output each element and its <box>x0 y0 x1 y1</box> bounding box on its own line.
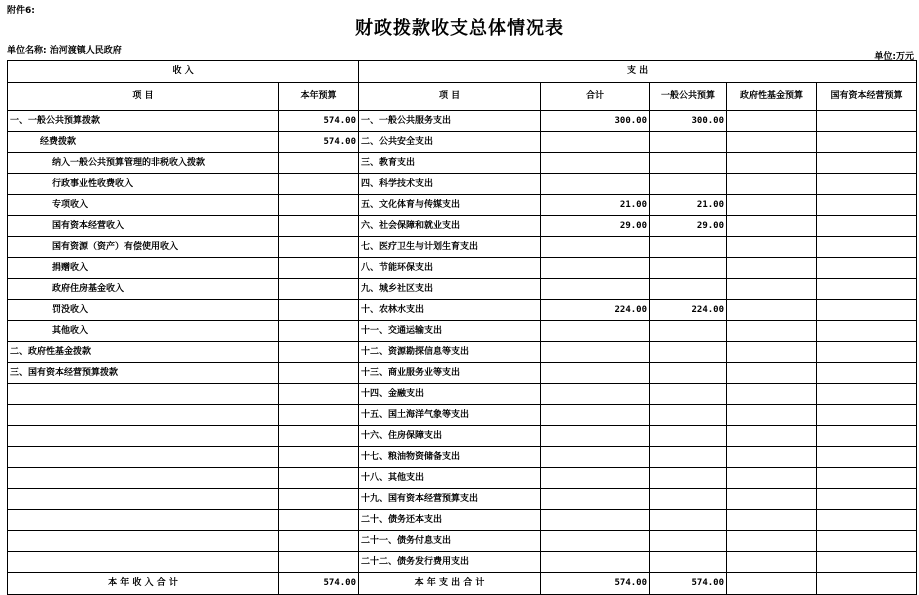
expense-fund <box>727 111 817 132</box>
expense-general <box>650 363 727 384</box>
expense-total: 224.00 <box>541 300 650 321</box>
income-budget <box>279 489 359 510</box>
expense-fund <box>727 426 817 447</box>
income-item <box>8 405 279 426</box>
expense-item: 十二、资源勘探信息等支出 <box>359 342 541 363</box>
expense-fund <box>727 531 817 552</box>
expense-general <box>650 489 727 510</box>
unit-name: 单位名称: 治河渡镇人民政府 <box>7 46 122 56</box>
income-item: 罚没收入 <box>8 300 279 321</box>
income-item: 经费拨款 <box>8 132 279 153</box>
expense-item: 四、科学技术支出 <box>359 174 541 195</box>
table-row <box>8 216 917 237</box>
expense-state <box>817 216 917 237</box>
expense-item: 五、文化体育与传媒支出 <box>359 195 541 216</box>
expense-total <box>541 363 650 384</box>
attachment-label: 附件6: <box>7 6 35 16</box>
expense-general <box>650 426 727 447</box>
expense-fund <box>727 384 817 405</box>
expense-fund <box>727 489 817 510</box>
expense-total <box>541 342 650 363</box>
table-row <box>8 405 917 426</box>
income-budget <box>279 237 359 258</box>
expense-state <box>817 153 917 174</box>
expense-item: 十、农林水支出 <box>359 300 541 321</box>
expense-total <box>541 489 650 510</box>
table-row <box>8 195 917 216</box>
expense-item: 二十一、债务付息支出 <box>359 531 541 552</box>
expense-total <box>541 237 650 258</box>
income-budget <box>279 552 359 573</box>
income-budget <box>279 153 359 174</box>
expense-item: 十三、商业服务业等支出 <box>359 363 541 384</box>
table-row <box>8 468 917 489</box>
expense-general <box>650 447 727 468</box>
expense-fund <box>727 279 817 300</box>
expense-total <box>541 552 650 573</box>
table-row <box>8 153 917 174</box>
income-budget <box>279 510 359 531</box>
expense-fund <box>727 468 817 489</box>
expense-general <box>650 132 727 153</box>
expense-item: 一、一般公共服务支出 <box>359 111 541 132</box>
expense-fund <box>727 216 817 237</box>
expense-general <box>650 174 727 195</box>
col-fund: 政府性基金预算 <box>727 83 817 111</box>
expense-total-value: 574.00 <box>541 573 650 595</box>
expense-item: 十四、金融支出 <box>359 384 541 405</box>
table-row <box>8 531 917 552</box>
table-row <box>8 426 917 447</box>
table-row <box>8 300 917 321</box>
expense-fund <box>727 510 817 531</box>
expense-general <box>650 153 727 174</box>
table-row <box>8 552 917 573</box>
table-row <box>8 237 917 258</box>
expense-state <box>817 195 917 216</box>
income-item: 国有资源（资产）有偿使用收入 <box>8 237 279 258</box>
expense-general <box>650 384 727 405</box>
expense-state <box>817 384 917 405</box>
expense-fund <box>727 174 817 195</box>
expense-fund <box>727 321 817 342</box>
expense-total <box>541 174 650 195</box>
expense-total <box>541 447 650 468</box>
expense-total <box>541 426 650 447</box>
expense-state <box>817 531 917 552</box>
table-row <box>8 510 917 531</box>
table-row <box>8 384 917 405</box>
expense-state <box>817 258 917 279</box>
income-item: 专项收入 <box>8 195 279 216</box>
income-budget <box>279 195 359 216</box>
header-row-2 <box>8 83 917 111</box>
expense-fund-total <box>727 573 817 595</box>
expense-general <box>650 258 727 279</box>
income-budget <box>279 426 359 447</box>
expense-fund <box>727 195 817 216</box>
income-budget <box>279 468 359 489</box>
col-total: 合计 <box>541 83 650 111</box>
expense-item: 九、城乡社区支出 <box>359 279 541 300</box>
expense-total: 21.00 <box>541 195 650 216</box>
expense-general <box>650 405 727 426</box>
expense-state <box>817 552 917 573</box>
expense-state <box>817 447 917 468</box>
expense-total <box>541 510 650 531</box>
budget-table <box>7 60 917 595</box>
income-item: 一、一般公共预算拨款 <box>8 111 279 132</box>
expense-state <box>817 300 917 321</box>
expense-state <box>817 321 917 342</box>
expense-general: 21.00 <box>650 195 727 216</box>
expense-total <box>541 258 650 279</box>
income-header: 收 入 <box>8 61 359 83</box>
income-item <box>8 447 279 468</box>
expense-general: 300.00 <box>650 111 727 132</box>
table-body <box>8 111 917 573</box>
expense-fund <box>727 300 817 321</box>
expense-total <box>541 405 650 426</box>
income-budget <box>279 531 359 552</box>
expense-item: 六、社会保障和就业支出 <box>359 216 541 237</box>
income-budget <box>279 258 359 279</box>
expense-general <box>650 321 727 342</box>
expense-state <box>817 132 917 153</box>
expense-total: 300.00 <box>541 111 650 132</box>
expense-item: 二十、债务还本支出 <box>359 510 541 531</box>
expense-general <box>650 279 727 300</box>
income-item <box>8 384 279 405</box>
expense-state <box>817 279 917 300</box>
expense-item: 二、公共安全支出 <box>359 132 541 153</box>
table-row <box>8 363 917 384</box>
expense-state <box>817 489 917 510</box>
expense-general <box>650 531 727 552</box>
expense-item: 十九、国有资本经营预算支出 <box>359 489 541 510</box>
expense-item: 七、医疗卫生与计划生育支出 <box>359 237 541 258</box>
expense-general: 29.00 <box>650 216 727 237</box>
expense-general <box>650 468 727 489</box>
header-row-1 <box>8 61 917 83</box>
income-item <box>8 510 279 531</box>
expense-state <box>817 405 917 426</box>
income-item: 二、政府性基金拨款 <box>8 342 279 363</box>
income-budget <box>279 342 359 363</box>
table-row <box>8 174 917 195</box>
table-row <box>8 342 917 363</box>
income-item: 纳入一般公共预算管理的非税收入拨款 <box>8 153 279 174</box>
expense-header: 支 出 <box>359 61 917 83</box>
table-row <box>8 321 917 342</box>
income-total-label: 本 年 收 入 合 计 <box>8 573 279 595</box>
table-row <box>8 447 917 468</box>
income-item <box>8 531 279 552</box>
income-budget <box>279 300 359 321</box>
expense-state-total <box>817 573 917 595</box>
col-item-income: 项 目 <box>8 83 279 111</box>
expense-fund <box>727 342 817 363</box>
expense-general-total: 574.00 <box>650 573 727 595</box>
expense-state <box>817 111 917 132</box>
col-general: 一般公共预算 <box>650 83 727 111</box>
income-budget <box>279 363 359 384</box>
col-state: 国有资本经营预算 <box>817 83 917 111</box>
expense-total: 29.00 <box>541 216 650 237</box>
expense-total <box>541 531 650 552</box>
expense-fund <box>727 237 817 258</box>
income-item <box>8 468 279 489</box>
income-budget <box>279 384 359 405</box>
expense-state <box>817 237 917 258</box>
income-budget <box>279 447 359 468</box>
expense-fund <box>727 132 817 153</box>
income-budget: 574.00 <box>279 132 359 153</box>
expense-item: 八、节能环保支出 <box>359 258 541 279</box>
expense-general <box>650 342 727 363</box>
table-row <box>8 132 917 153</box>
expense-state <box>817 468 917 489</box>
col-item-expense: 项 目 <box>359 83 541 111</box>
expense-general <box>650 552 727 573</box>
expense-state <box>817 510 917 531</box>
income-budget <box>279 321 359 342</box>
expense-fund <box>727 405 817 426</box>
income-total-value: 574.00 <box>279 573 359 595</box>
expense-fund <box>727 363 817 384</box>
table-row <box>8 279 917 300</box>
expense-fund <box>727 447 817 468</box>
expense-total <box>541 468 650 489</box>
table-row <box>8 258 917 279</box>
income-budget <box>279 174 359 195</box>
expense-fund <box>727 258 817 279</box>
income-item: 其他收入 <box>8 321 279 342</box>
expense-state <box>817 363 917 384</box>
expense-general: 224.00 <box>650 300 727 321</box>
income-budget: 574.00 <box>279 111 359 132</box>
table-row <box>8 111 917 132</box>
expense-total <box>541 384 650 405</box>
expense-state <box>817 174 917 195</box>
expense-state <box>817 342 917 363</box>
total-row <box>8 573 917 595</box>
expense-total <box>541 279 650 300</box>
income-item: 三、国有资本经营预算拨款 <box>8 363 279 384</box>
expense-item: 二十二、债务发行费用支出 <box>359 552 541 573</box>
expense-fund <box>727 153 817 174</box>
expense-item: 十一、交通运输支出 <box>359 321 541 342</box>
table-row <box>8 489 917 510</box>
expense-general <box>650 510 727 531</box>
col-budget: 本年预算 <box>279 83 359 111</box>
expense-item: 十七、粮油物资储备支出 <box>359 447 541 468</box>
unit-measure: 单位:万元 <box>874 52 914 62</box>
expense-general <box>650 237 727 258</box>
income-item <box>8 489 279 510</box>
expense-total <box>541 132 650 153</box>
expense-total-label: 本 年 支 出 合 计 <box>359 573 541 595</box>
page-title: 财政拨款收支总体情况表 <box>355 18 564 39</box>
expense-item: 十六、住房保障支出 <box>359 426 541 447</box>
expense-fund <box>727 552 817 573</box>
expense-item: 十五、国土海洋气象等支出 <box>359 405 541 426</box>
income-item: 政府住房基金收入 <box>8 279 279 300</box>
income-budget <box>279 216 359 237</box>
expense-item: 三、教育支出 <box>359 153 541 174</box>
income-item: 捐赠收入 <box>8 258 279 279</box>
income-item: 行政事业性收费收入 <box>8 174 279 195</box>
income-item <box>8 426 279 447</box>
expense-item: 十八、其他支出 <box>359 468 541 489</box>
expense-total <box>541 153 650 174</box>
expense-state <box>817 426 917 447</box>
income-budget <box>279 279 359 300</box>
expense-total <box>541 321 650 342</box>
income-item: 国有资本经营收入 <box>8 216 279 237</box>
income-budget <box>279 405 359 426</box>
income-item <box>8 552 279 573</box>
